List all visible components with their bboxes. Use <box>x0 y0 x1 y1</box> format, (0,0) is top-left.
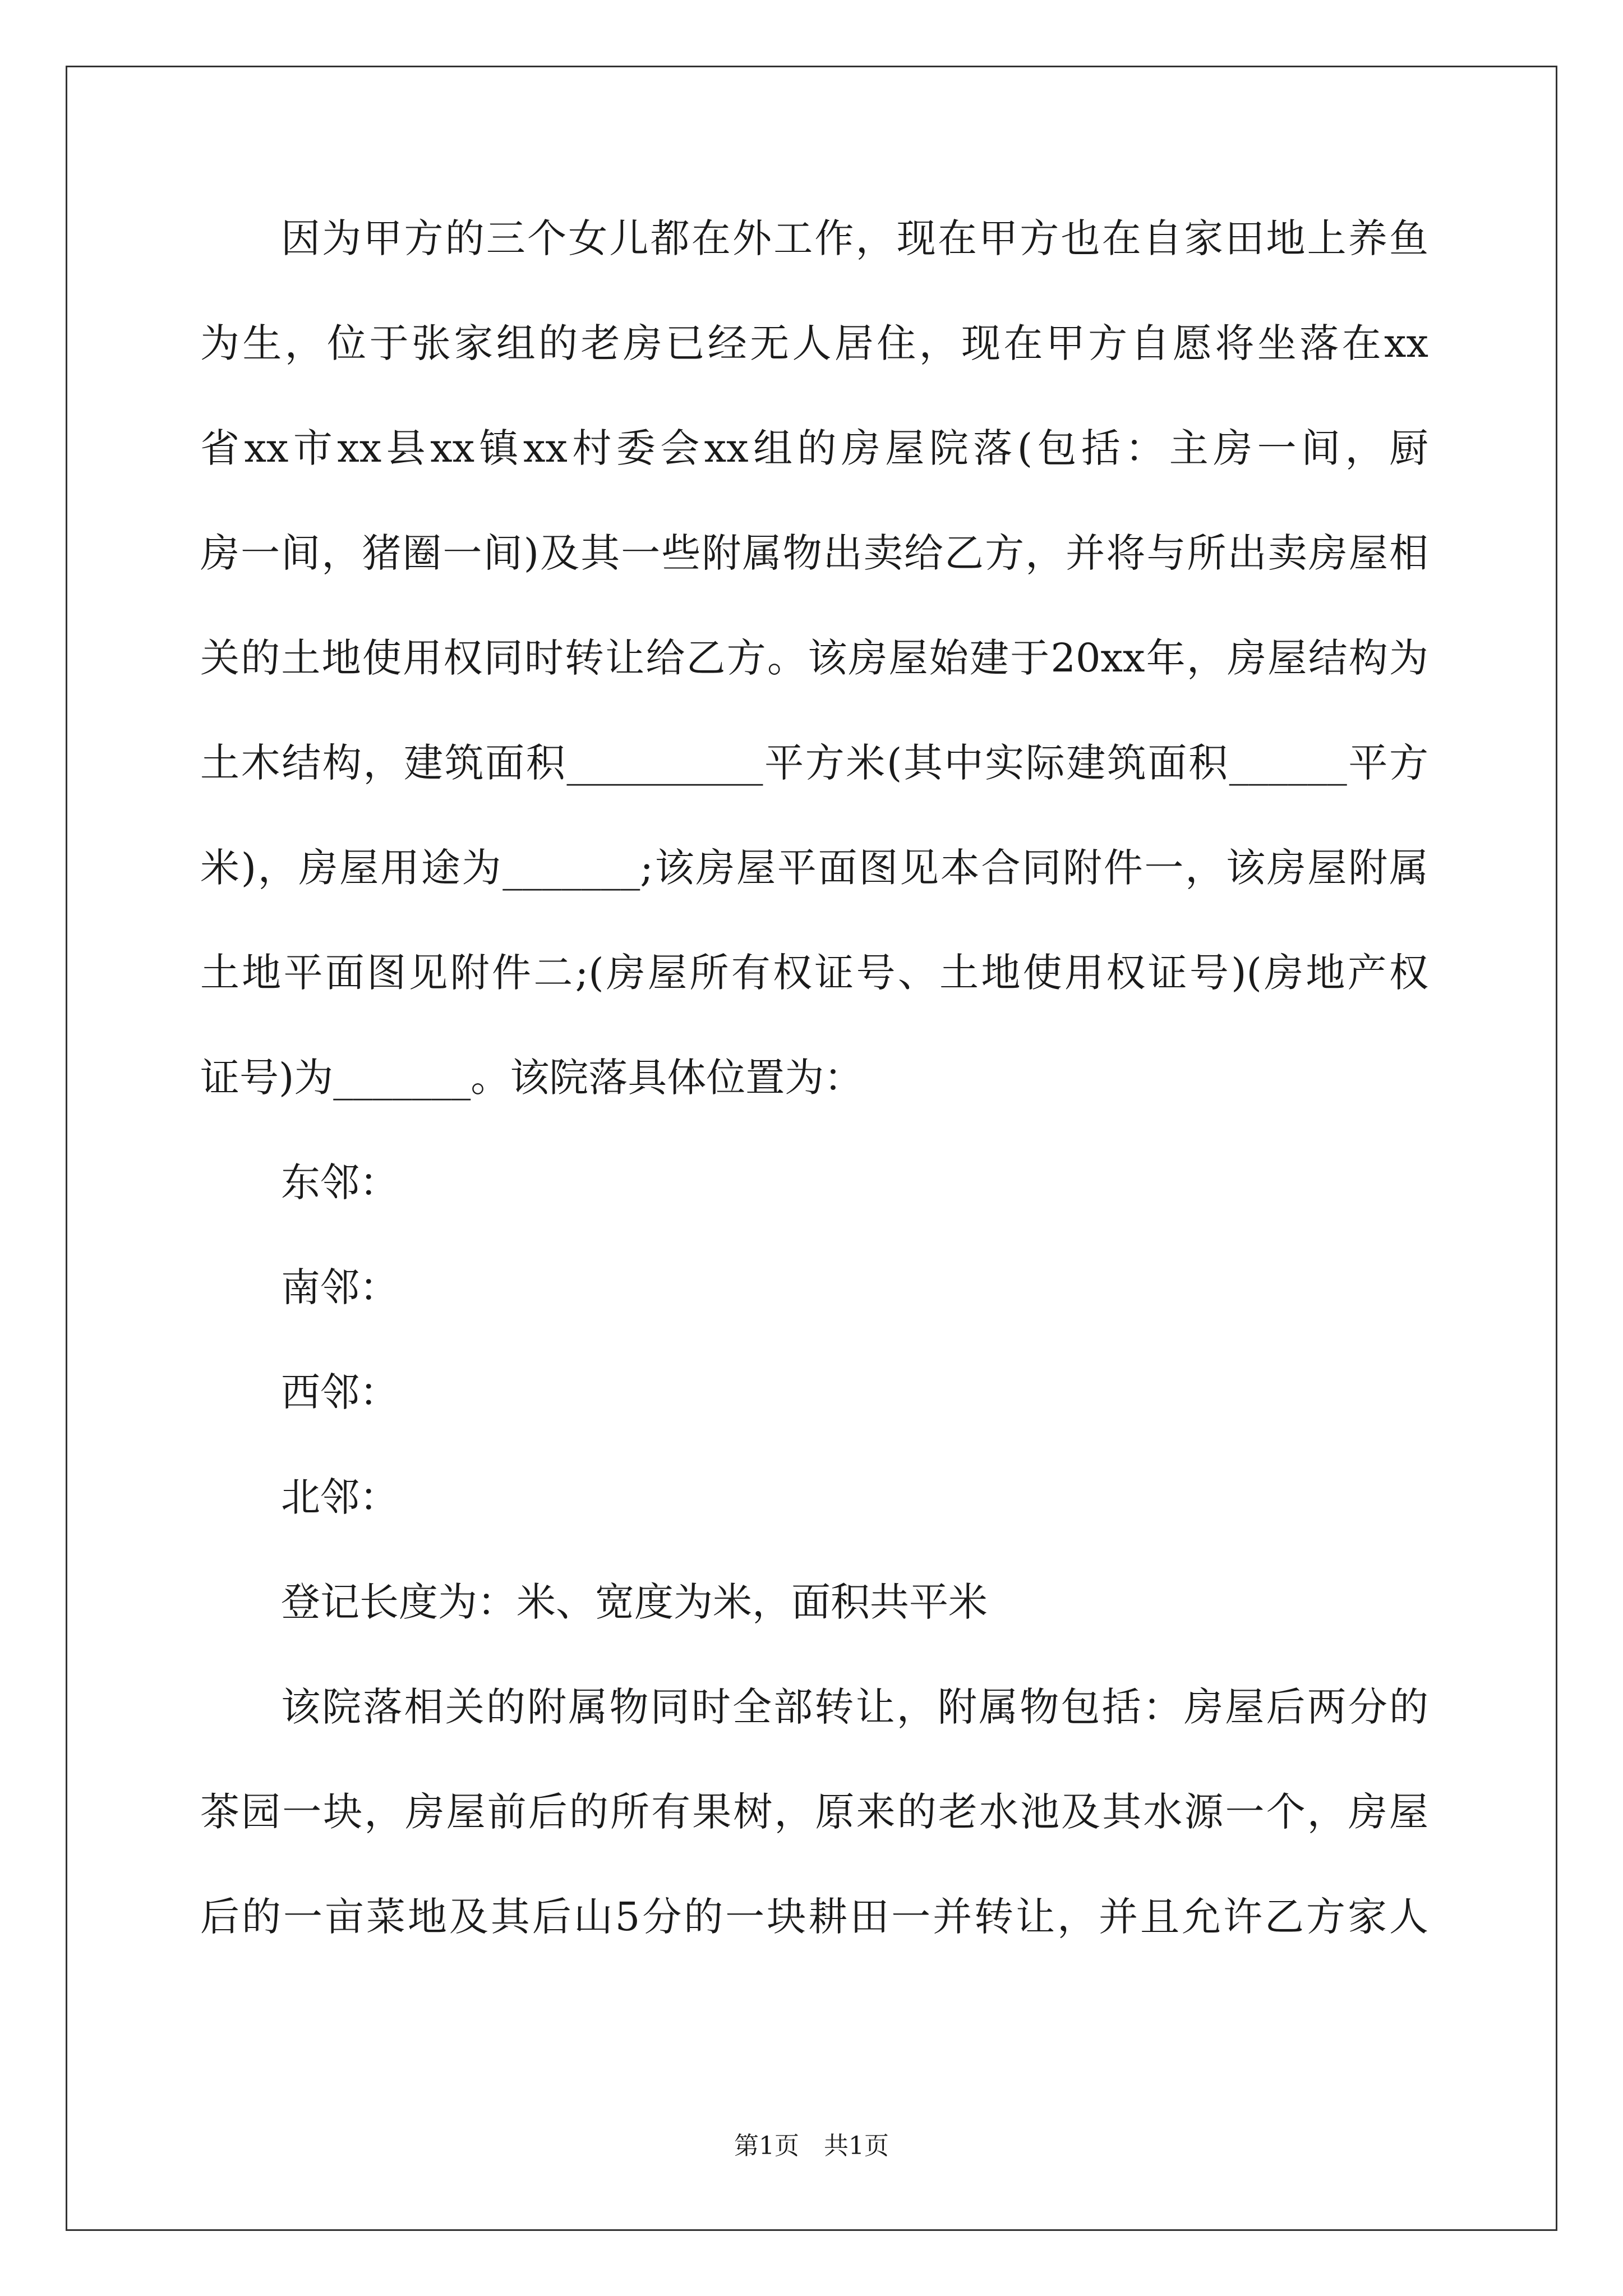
paragraph-line: 关的土地使用权同时转让给乙方。该房屋始建于20xx年，房屋结构为 <box>200 635 1428 681</box>
paragraph-line: 土木结构，建筑面积__________平方米(其中实际建筑面积______平方 <box>200 740 1428 786</box>
document-body <box>200 213 1428 1996</box>
registered-dimensions: 登记长度为：米、宽度为米，面积共平米 <box>281 1579 988 1625</box>
neighbor-south: 南邻： <box>281 1264 399 1310</box>
neighbor-north: 北邻： <box>281 1474 399 1520</box>
paragraph-line: 为生，位于张家组的老房已经无人居住，现在甲方自愿将坐落在xx <box>200 320 1428 366</box>
paragraph-line: 后的一亩菜地及其后山5分的一块耕田一并转让，并且允许乙方家人 <box>200 1894 1428 1940</box>
paragraph-line: 省xx市xx县xx镇xx村委会xx组的房屋院落(包括：主房一间，厨 <box>200 425 1428 471</box>
paragraph-line: 米)，房屋用途为_______;该房屋平面图见本合同附件一，该房屋附属 <box>200 845 1428 891</box>
paragraph-line: 土地平面图见附件二;(房屋所有权证号、土地使用权证号)(房地产权 <box>200 950 1428 996</box>
neighbor-west: 西邻： <box>281 1369 399 1415</box>
paragraph-line: 证号)为_______。该院落具体位置为： <box>200 1055 864 1101</box>
paragraph-line: 该院落相关的附属物同时全部转让，附属物包括：房屋后两分的 <box>281 1684 1428 1730</box>
paragraph-line: 茶园一块，房屋前后的所有果树，原来的老水池及其水源一个，房屋 <box>200 1789 1428 1835</box>
paragraph-line: 因为甲方的三个女儿都在外工作，现在甲方也在自家田地上养鱼 <box>281 215 1428 261</box>
neighbor-east: 东邻： <box>281 1159 399 1205</box>
page-number: 第1页 共1页 <box>734 2132 889 2160</box>
paragraph-line: 房一间，猪圈一间)及其一些附属物出卖给乙方，并将与所出卖房屋相 <box>200 530 1428 576</box>
